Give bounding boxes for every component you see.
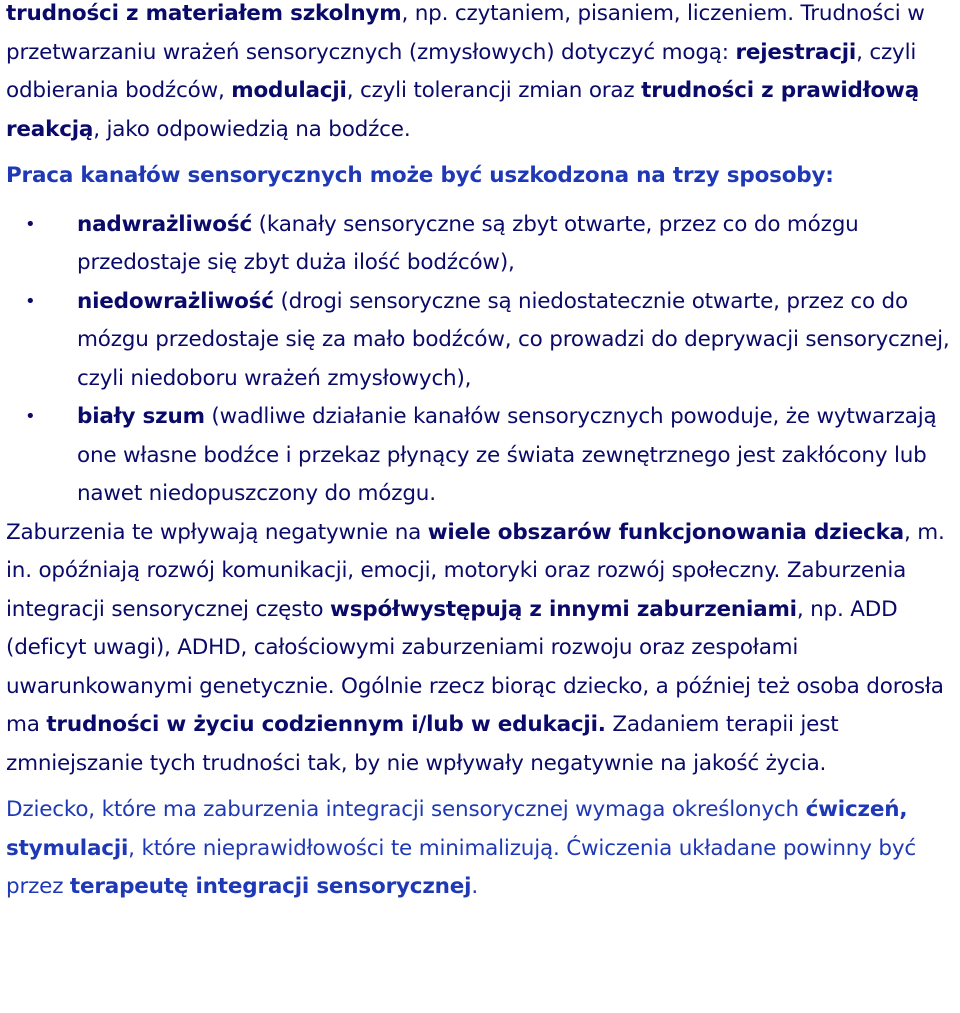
bold-phrase: trudności z prawidłową reakcją	[6, 78, 920, 142]
bold-phrase: terapeutę integracji sensorycznej	[69, 874, 472, 899]
bold-phrase: wiele obszarów funkcjonowania dziecka	[427, 519, 904, 545]
paragraph-intro	[6, 0, 954, 149]
text-run: Dziecko, które ma zaburzenia integracji sensorycznej wymaga określonych	[6, 797, 806, 822]
heading-text: Praca kanałów sensorycznych może być uszkodzona na trzy sposoby:	[6, 163, 834, 188]
paragraph-effects	[6, 514, 954, 784]
text-run: , czyli odbierania bodźców,	[6, 39, 917, 103]
bullet-text: (kanały sensoryczne są zbyt otwarte, przez co do mózgu przedostaje się zbyt duża ilość bodźców),	[77, 211, 859, 275]
bullet-text: (wadliwe działanie kanałów sensorycznych powoduje, że wytwarzają one własne bodźce i przekaz płynący ze świata zewnętrznego jest zakłócony lub nawet niedopuszczony do mózgu.	[77, 404, 937, 506]
paragraph-therapy	[6, 791, 954, 907]
bold-phrase: trudności z materiałem szkolnym	[6, 1, 402, 26]
text-run: , m. in. opóźniają rozwój komunikacji, emocji, motoryki oraz rozwój społeczny. Zaburzenia integracji sensorycznej często	[6, 519, 945, 622]
text-run: , jako odpowiedzią na bodźce.	[93, 116, 411, 142]
bold-phrase: ćwiczeń, stymulacji	[6, 797, 908, 861]
bold-phrase: rejestracji	[735, 39, 857, 65]
text-run: Zaburzenia te wpływają negatywnie na	[6, 519, 428, 545]
text-run: , np. czytaniem, pisaniem, liczeniem. Trudności w przetwarzaniu wrażeń sensorycznych (zmysłowych) dotyczyć mogą:	[6, 1, 925, 65]
text-run: , które nieprawidłowości te minimalizują. Ćwiczenia układane powinny być przez	[6, 835, 916, 899]
text-run: , czyli tolerancji zmian oraz	[346, 78, 642, 103]
bold-phrase: modulacji	[231, 78, 347, 103]
list-item	[77, 398, 954, 514]
bullet-term: niedowrażliwość	[77, 288, 274, 314]
text-run: , np. ADD (deficyt uwagi), ADHD, całościowymi zaburzeniami rozwoju oraz zespołami uwarunkowanymi genetycznie. Ogólnie rzecz biorąc dziecko, a później też osoba dorosła ma	[6, 596, 944, 737]
bullet-term: nadwrażliwość	[77, 211, 253, 237]
section-heading	[6, 157, 954, 196]
bold-phrase: trudności w życiu codziennym i/lub w edukacji.	[46, 712, 606, 737]
bullet-term: biały szum	[77, 404, 205, 429]
text-run: .	[471, 874, 478, 899]
list-item	[77, 283, 954, 399]
bullet-text: (drogi sensoryczne są niedostatecznie otwarte, przez co do mózgu przedostaje się za mało bodźców, co prowadzi do deprywacji sensorycznej, czyli niedoboru wrażeń zmysłowych),	[77, 288, 950, 391]
list-item	[77, 206, 954, 283]
bold-phrase: współwystępują z innymi zaburzeniami	[330, 596, 797, 622]
text-run: Zadaniem terapii jest zmniejszanie tych trudności tak, by nie wpływały negatywnie na jakość życia.	[6, 712, 839, 776]
bullet-list	[6, 206, 954, 514]
